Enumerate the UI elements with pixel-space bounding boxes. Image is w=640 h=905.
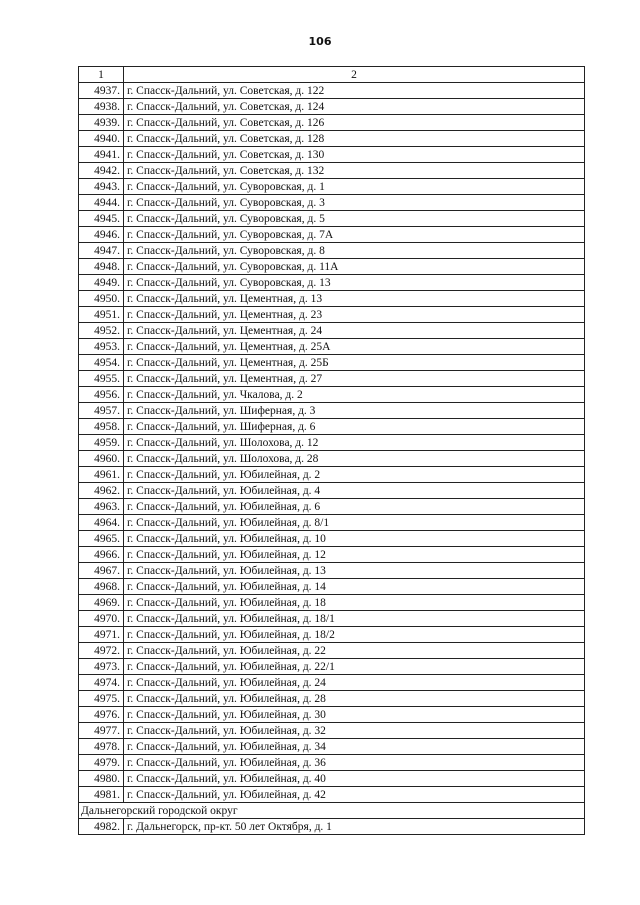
row-number: 4956. [79,387,124,403]
row-address: г. Спасск-Дальний, ул. Цементная, д. 13 [124,291,585,307]
table-row [79,819,585,835]
row-number: 4942. [79,163,124,179]
row-number: 4959. [79,435,124,451]
row-number: 4948. [79,259,124,275]
table-header-row [79,67,585,83]
row-address: г. Спасск-Дальний, ул. Юбилейная, д. 14 [124,579,585,595]
address-table-body [79,67,585,835]
row-number: 4963. [79,499,124,515]
row-number: 4946. [79,227,124,243]
row-address: г. Спасск-Дальний, ул. Цементная, д. 23 [124,307,585,323]
table-row [79,531,585,547]
table-row [79,163,585,179]
row-number: 4943. [79,179,124,195]
table-row [79,83,585,99]
table-row [79,771,585,787]
row-address: г. Спасск-Дальний, ул. Юбилейная, д. 40 [124,771,585,787]
table-row [79,675,585,691]
row-address: г. Спасск-Дальний, ул. Шолохова, д. 28 [124,451,585,467]
row-number: 4979. [79,755,124,771]
row-address: г. Спасск-Дальний, ул. Юбилейная, д. 18/1 [124,611,585,627]
row-address: г. Спасск-Дальний, ул. Советская, д. 126 [124,115,585,131]
row-number: 4961. [79,467,124,483]
table-row [79,131,585,147]
row-address: г. Спасск-Дальний, ул. Суворовская, д. 1 [124,179,585,195]
address-table [78,66,585,835]
header-col-address: 2 [124,67,585,83]
row-number: 4978. [79,739,124,755]
row-number: 4972. [79,643,124,659]
row-address: г. Спасск-Дальний, ул. Юбилейная, д. 24 [124,675,585,691]
table-row [79,643,585,659]
row-address: г. Спасск-Дальний, ул. Цементная, д. 25А [124,339,585,355]
row-address: г. Спасск-Дальний, ул. Советская, д. 130 [124,147,585,163]
table-row [79,211,585,227]
table-row [79,483,585,499]
row-number: 4955. [79,371,124,387]
row-address: г. Спасск-Дальний, ул. Чкалова, д. 2 [124,387,585,403]
table-row [79,147,585,163]
row-address: г. Спасск-Дальний, ул. Юбилейная, д. 30 [124,707,585,723]
row-number: 4977. [79,723,124,739]
row-address: г. Спасск-Дальний, ул. Юбилейная, д. 32 [124,723,585,739]
row-address: г. Спасск-Дальний, ул. Суворовская, д. 3 [124,195,585,211]
row-number: 4960. [79,451,124,467]
row-number: 4981. [79,787,124,803]
table-row [79,787,585,803]
row-address: г. Спасск-Дальний, ул. Юбилейная, д. 18/2 [124,627,585,643]
row-number: 4974. [79,675,124,691]
table-row [79,547,585,563]
row-number: 4939. [79,115,124,131]
table-row [79,723,585,739]
row-address: г. Спасск-Дальний, ул. Юбилейная, д. 12 [124,547,585,563]
row-number: 4938. [79,99,124,115]
row-address: г. Спасск-Дальний, ул. Шиферная, д. 3 [124,403,585,419]
row-number: 4965. [79,531,124,547]
table-row [79,403,585,419]
row-address: г. Спасск-Дальний, ул. Шиферная, д. 6 [124,419,585,435]
row-number: 4958. [79,419,124,435]
row-address: г. Спасск-Дальний, ул. Суворовская, д. 11А [124,259,585,275]
table-row [79,243,585,259]
row-address: г. Спасск-Дальний, ул. Юбилейная, д. 8/1 [124,515,585,531]
table-row [79,707,585,723]
row-number: 4970. [79,611,124,627]
row-address: г. Спасск-Дальний, ул. Юбилейная, д. 18 [124,595,585,611]
table-row [79,515,585,531]
table-row [79,115,585,131]
header-col-number: 1 [79,67,124,83]
row-number: 4966. [79,547,124,563]
table-row [79,419,585,435]
row-number: 4950. [79,291,124,307]
table-row [79,195,585,211]
row-address: г. Спасск-Дальний, ул. Советская, д. 132 [124,163,585,179]
table-row [79,595,585,611]
table-row [79,275,585,291]
row-number: 4975. [79,691,124,707]
row-number: 4954. [79,355,124,371]
table-row [79,627,585,643]
row-number: 4982. [79,819,124,835]
table-row [79,691,585,707]
table-row [79,339,585,355]
table-row [79,307,585,323]
row-address: г. Спасск-Дальний, ул. Суворовская, д. 5 [124,211,585,227]
row-address: г. Спасск-Дальний, ул. Суворовская, д. 7А [124,227,585,243]
row-address: г. Спасск-Дальний, ул. Юбилейная, д. 36 [124,755,585,771]
row-address: г. Спасск-Дальний, ул. Юбилейная, д. 22/1 [124,659,585,675]
row-address: г. Спасск-Дальний, ул. Цементная, д. 27 [124,371,585,387]
row-number: 4953. [79,339,124,355]
row-number: 4952. [79,323,124,339]
table-row [79,291,585,307]
row-number: 4973. [79,659,124,675]
row-address: г. Спасск-Дальний, ул. Цементная, д. 24 [124,323,585,339]
row-number: 4937. [79,83,124,99]
row-address: г. Спасск-Дальний, ул. Юбилейная, д. 10 [124,531,585,547]
row-number: 4951. [79,307,124,323]
table-row [79,563,585,579]
row-number: 4947. [79,243,124,259]
page-number: 106 [308,35,332,48]
row-number: 4971. [79,627,124,643]
row-address: г. Спасск-Дальний, ул. Советская, д. 124 [124,99,585,115]
table-row [79,179,585,195]
row-number: 4967. [79,563,124,579]
table-row [79,259,585,275]
row-number: 4962. [79,483,124,499]
row-address: г. Спасск-Дальний, ул. Юбилейная, д. 22 [124,643,585,659]
section-title: Дальнегорский городской округ [79,803,585,819]
table-row [79,659,585,675]
row-number: 4969. [79,595,124,611]
table-row [79,227,585,243]
row-number: 4980. [79,771,124,787]
table-row [79,499,585,515]
row-address: г. Спасск-Дальний, ул. Советская, д. 128 [124,131,585,147]
row-address: г. Спасск-Дальний, ул. Юбилейная, д. 28 [124,691,585,707]
table-row [79,355,585,371]
row-number: 4941. [79,147,124,163]
table-row [79,451,585,467]
table-row [79,467,585,483]
row-address: г. Спасск-Дальний, ул. Суворовская, д. 8 [124,243,585,259]
row-address: г. Спасск-Дальний, ул. Цементная, д. 25Б [124,355,585,371]
row-number: 4957. [79,403,124,419]
row-address: г. Спасск-Дальний, ул. Суворовская, д. 13 [124,275,585,291]
table-row [79,579,585,595]
table-row [79,611,585,627]
row-number: 4944. [79,195,124,211]
row-address: г. Спасск-Дальний, ул. Юбилейная, д. 4 [124,483,585,499]
table-row [79,99,585,115]
row-number: 4949. [79,275,124,291]
row-address: г. Спасск-Дальний, ул. Юбилейная, д. 34 [124,739,585,755]
row-address: г. Дальнегорск, пр-кт. 50 лет Октября, д. 1 [124,819,585,835]
table-row [79,323,585,339]
table-row [79,755,585,771]
row-number: 4976. [79,707,124,723]
row-address: г. Спасск-Дальний, ул. Советская, д. 122 [124,83,585,99]
table-row [79,371,585,387]
table-row [79,387,585,403]
row-number: 4964. [79,515,124,531]
row-number: 4968. [79,579,124,595]
row-address: г. Спасск-Дальний, ул. Шолохова, д. 12 [124,435,585,451]
row-number: 4945. [79,211,124,227]
row-number: 4940. [79,131,124,147]
row-address: г. Спасск-Дальний, ул. Юбилейная, д. 13 [124,563,585,579]
section-row [79,803,585,819]
row-address: г. Спасск-Дальний, ул. Юбилейная, д. 6 [124,499,585,515]
row-address: г. Спасск-Дальний, ул. Юбилейная, д. 2 [124,467,585,483]
table-row [79,739,585,755]
row-address: г. Спасск-Дальний, ул. Юбилейная, д. 42 [124,787,585,803]
table-row [79,435,585,451]
